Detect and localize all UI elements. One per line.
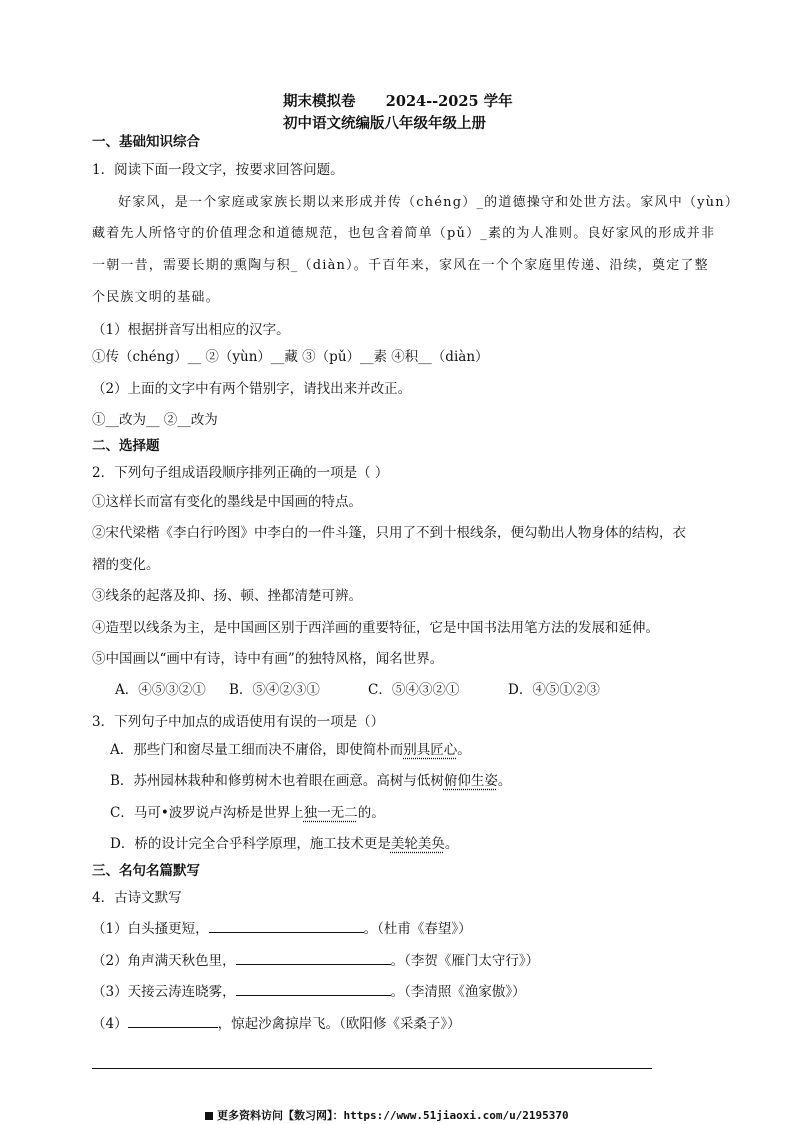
section-heading-3: 三、名句名篇默写	[92, 863, 200, 879]
exam-title: 期末模拟卷 2024--2025 学年	[283, 93, 513, 110]
option-text: C．马可•波罗说卢沟桥是世界上	[110, 805, 304, 821]
question-4-stem: 4．古诗文默写	[92, 890, 182, 906]
question-2-item: 褶的变化。	[92, 557, 160, 573]
passage-line: 个民族文明的基础。	[92, 290, 220, 305]
question-2-stem: 2．下列句子组成语段顺序排列正确的一项是（ ）	[92, 465, 389, 481]
option-text: 。	[457, 742, 471, 758]
recitation-item	[92, 918, 472, 939]
option-text: 。	[497, 773, 512, 789]
question-2-item: ③线条的起落及抑、扬、顿、挫都清楚可辨。	[92, 588, 362, 604]
dotted-idiom: 俯仰生姿	[443, 773, 498, 789]
passage-line: 一朝一昔，需要长期的熏陶与积_（diàn）。千百年来，家风在一个个家庭里传递、沿续，奠定了整	[92, 258, 709, 273]
sub-question-2: （2）上面的文字中有两个错别字，请找出来并改正。	[92, 381, 412, 397]
exam-subtitle: 初中语文统编版八年级年级上册	[283, 115, 486, 132]
option-d	[110, 834, 458, 854]
option-text: B．苏州园林栽种和修剪树木也着眼在画意。高树与低树	[110, 773, 444, 789]
question-3-stem: 3．下列句子中加点的成语使用有误的一项是（）	[92, 714, 385, 730]
question-2-item: ④造型以线条为主，是中国画区别于西洋画的重要特征，它是中国书法用笔方法的发展和延伸。	[92, 620, 659, 636]
flag-icon	[205, 1112, 213, 1120]
option-text: 。	[444, 836, 459, 852]
option-text: D．桥的设计完全合乎科学原理，施工技术更是	[110, 836, 391, 852]
recitation-prompt: （3）天接云涛连晓雾，	[92, 984, 236, 1000]
option-a: A．④⑤③②①	[115, 682, 206, 698]
option-c: C．⑤④③②①	[368, 682, 460, 698]
dotted-idiom: 别具匠心	[403, 742, 458, 758]
answer-blank[interactable]	[236, 981, 391, 996]
sub-question-1-answer-line: ①传（chéng）__ ②（yùn）__藏 ③（pǔ）__素 ④积__（diàn）	[92, 349, 489, 365]
footer-text: 更多资料访问【数习网】：https://www.51jiaoxi.com/u/2195370	[217, 1109, 569, 1122]
question-2-item: ②宋代梁楷《李白行吟图》中李白的一件斗篷，只用了不到十根线条，便勾勒出人物身体的结构，衣	[92, 525, 686, 541]
answer-blank[interactable]	[209, 918, 364, 933]
question-1-stem: 1．阅读下面一段文字，按要求回答问题。	[92, 162, 344, 178]
recitation-source: ，惊起沙禽掠岸飞。（欧阳修《采桑子》）	[217, 1016, 461, 1032]
question-2-item: ①这样长而富有变化的墨线是中国画的特点。	[92, 494, 362, 510]
answer-blank[interactable]	[128, 1013, 218, 1028]
passage-line: 好家风，是一个家庭或家族长期以来形成并传（chéng）_的道德操守和处世方法。家风中（yùn）	[118, 195, 740, 210]
footer-link[interactable]	[205, 1107, 569, 1123]
answer-blank[interactable]	[236, 950, 391, 965]
option-b: B．⑤④②③①	[229, 682, 320, 698]
question-2-item: ⑤中国画以“画中有诗，诗中有画”的独特风格，闻名世界。	[92, 651, 444, 667]
option-text: 的。	[357, 805, 385, 821]
section-heading-2: 二、选择题	[92, 438, 160, 454]
option-b	[110, 771, 511, 791]
dotted-idiom: 独一无二	[303, 805, 358, 821]
recitation-item	[92, 950, 539, 971]
option-a	[110, 740, 471, 760]
dotted-idiom: 美轮美奂	[390, 836, 445, 852]
option-text: A．那些门和窗尽量工细而决不庸俗，即使简朴而	[110, 742, 404, 758]
sub-question-1: （1）根据拼音写出相应的汉字。	[92, 322, 290, 338]
recitation-prompt: （2）角声满天秋色里，	[92, 953, 236, 969]
footer-divider	[92, 1068, 652, 1069]
recitation-source: 。（李贺《雁门太守行》）	[390, 953, 540, 969]
passage-line: 藏着先人所恪守的价值理念和道德规范，也包含着简单（pǔ）_素的为人准则。良好家风的形成并非	[92, 226, 716, 241]
recitation-prompt: （4）	[92, 1016, 128, 1032]
sub-question-2-answer-line: ①__改为__ ②__改为	[92, 412, 218, 428]
section-heading-1: 一、基础知识综合	[92, 134, 200, 150]
option-c	[110, 803, 385, 823]
recitation-item	[92, 981, 526, 1002]
recitation-source: 。（杜甫《春望》）	[363, 921, 472, 937]
recitation-prompt: （1）白头搔更短，	[92, 921, 209, 937]
recitation-item	[92, 1013, 461, 1034]
recitation-source: 。（李清照《渔家傲》）	[390, 984, 526, 1000]
option-d: D．④⑤①②③	[508, 682, 600, 698]
